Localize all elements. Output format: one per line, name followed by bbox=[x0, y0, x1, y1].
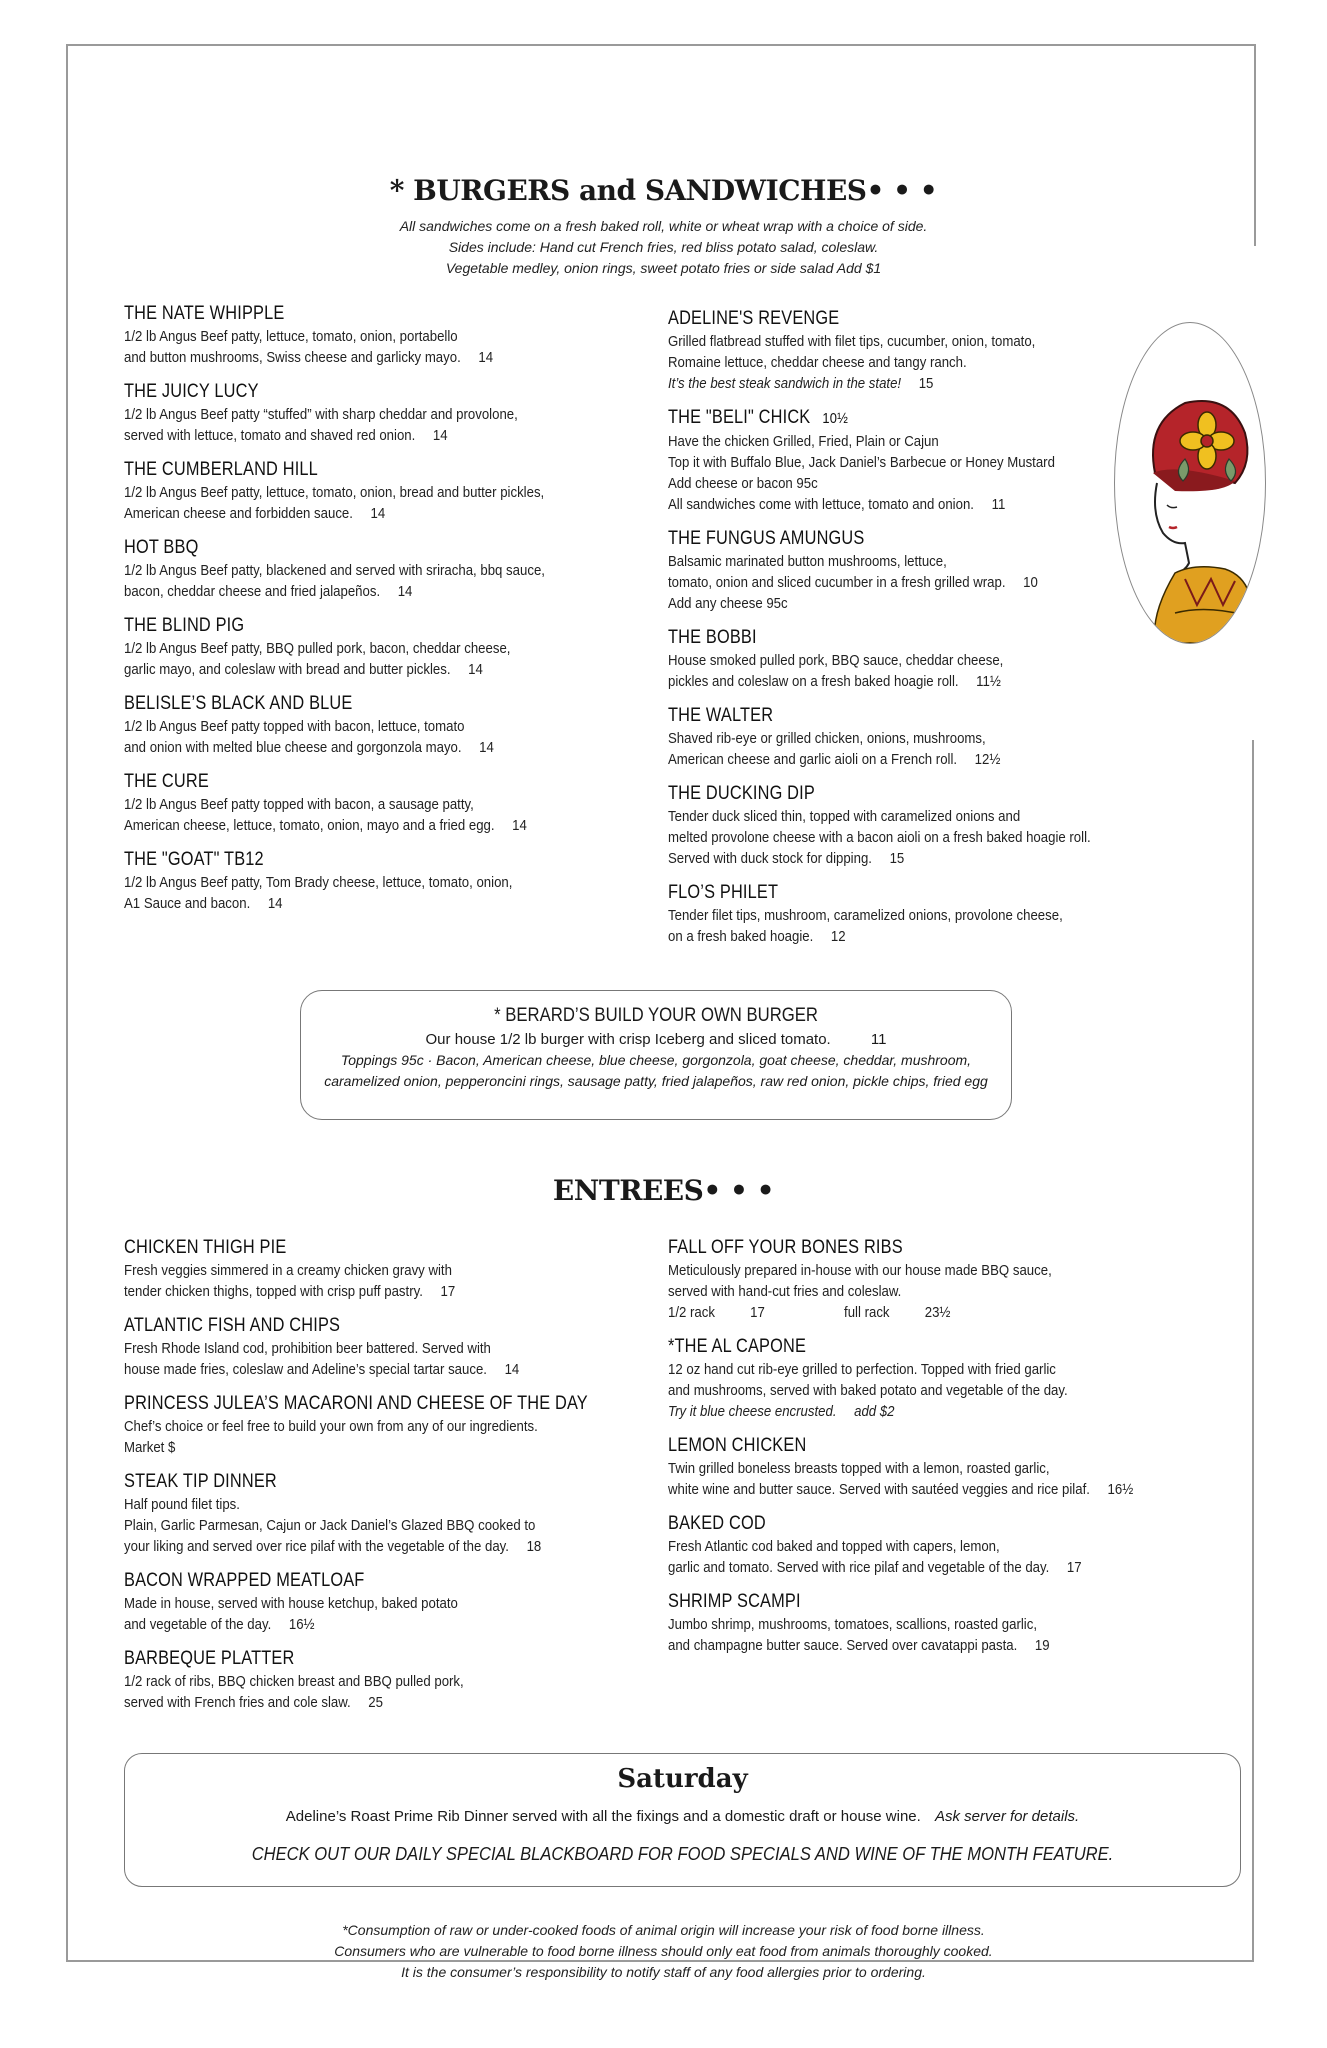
menu-item-description bbox=[668, 1635, 1161, 1656]
menu-item-price: 17 bbox=[1066, 1559, 1082, 1576]
menu-item-title: *THE AL CAPONE bbox=[668, 1336, 807, 1357]
menu-item-note bbox=[668, 1401, 1161, 1422]
menu-item-description bbox=[124, 404, 582, 425]
description-text: Have the chicken Grilled, Fried, Plain or Cajun bbox=[668, 433, 939, 450]
menu-item-description bbox=[668, 749, 1082, 770]
menu-item-description bbox=[124, 1437, 582, 1458]
menu-item-description bbox=[668, 352, 1082, 373]
description-text: American cheese, lettuce, tomato, onion, mayo and a fried egg. bbox=[124, 817, 495, 834]
saturday-title: Saturday bbox=[617, 1764, 748, 1794]
byo-toppings-cont: caramelized onion, pepperoncini rings, sausage patty, fried jalapeños, raw red onion, pickle chips, fried egg bbox=[324, 1073, 988, 1089]
description-text: Add cheese or bacon 95c bbox=[668, 475, 818, 492]
menu-item-title: THE FUNGUS AMUNGUS bbox=[668, 528, 865, 549]
menu-item-name bbox=[124, 614, 571, 638]
menu-item-description bbox=[124, 659, 582, 680]
menu-item bbox=[668, 406, 1138, 515]
description-text: House smoked pulled pork, BBQ sauce, cheddar cheese, bbox=[668, 652, 1004, 669]
menu-item-title: THE "GOAT" TB12 bbox=[124, 849, 264, 870]
description-text: All sandwiches come with lettuce, tomato and onion. bbox=[668, 496, 974, 513]
menu-item-title: BELISLE’S BLACK AND BLUE bbox=[124, 693, 353, 714]
menu-item-price: 14 bbox=[397, 583, 413, 600]
menu-item-description bbox=[668, 452, 1082, 473]
menu-item-name bbox=[124, 302, 571, 326]
menu-item-description bbox=[668, 1359, 1161, 1380]
menu-item-name bbox=[124, 1314, 571, 1338]
menu-item-name bbox=[124, 692, 571, 716]
menu-item-description bbox=[668, 671, 1082, 692]
menu-item bbox=[124, 536, 644, 602]
description-text: Grilled flatbread stuffed with filet tips, cucumber, onion, tomato, bbox=[668, 333, 1036, 350]
menu-item-title: FLO’S PHILET bbox=[668, 882, 779, 903]
menu-item bbox=[124, 614, 644, 680]
menu-item-name bbox=[124, 1236, 571, 1260]
menu-item bbox=[124, 1647, 644, 1713]
menu-item-description bbox=[124, 560, 582, 581]
menu-item-title: THE BOBBI bbox=[668, 627, 757, 648]
menu-item bbox=[124, 848, 644, 914]
description-text: Fresh Atlantic cod baked and topped with capers, lemon, bbox=[668, 1538, 1000, 1555]
menu-item-title: FALL OFF YOUR BONES RIBS bbox=[668, 1237, 903, 1258]
entrees-right-column bbox=[668, 1236, 1228, 1668]
menu-item-name bbox=[668, 307, 1072, 331]
menu-item-addon-price: add $2 bbox=[854, 1403, 895, 1420]
burgers-right-column bbox=[668, 307, 1138, 959]
description-text: Tender filet tips, mushroom, caramelized onions, provolone cheese, bbox=[668, 907, 1063, 924]
menu-item-description bbox=[124, 737, 582, 758]
description-text: and mushrooms, served with baked potato and vegetable of the day. bbox=[668, 1382, 1068, 1399]
menu-item-description bbox=[124, 1338, 582, 1359]
menu-item-name bbox=[668, 881, 1072, 905]
menu-item-name bbox=[124, 380, 571, 404]
description-text: garlic and tomato. Served with rice pilaf and vegetable of the day. bbox=[668, 1559, 1050, 1576]
menu-item-title: PRINCESS JULEA’S MACARONI AND CHEESE OF THE DAY bbox=[124, 1393, 588, 1414]
menu-item-price: 12½ bbox=[974, 751, 1001, 768]
menu-item-title: LEMON CHICKEN bbox=[668, 1435, 807, 1456]
description-text: and onion with melted blue cheese and gorgonzola mayo. bbox=[124, 739, 462, 756]
burgers-intro-line: Vegetable medley, onion rings, sweet potato fries or side salad Add $1 bbox=[445, 260, 882, 276]
menu-item-description bbox=[124, 1593, 582, 1614]
menu-item-description bbox=[124, 1416, 582, 1437]
menu-item-name bbox=[668, 1512, 1150, 1536]
menu-item-description bbox=[124, 893, 582, 914]
menu-item-title: BACON WRAPPED MEATLOAF bbox=[124, 1570, 365, 1591]
menu-item-description bbox=[668, 551, 1082, 572]
menu-item-description bbox=[124, 1281, 582, 1302]
menu-item-base-price: 10½ bbox=[822, 410, 849, 427]
menu-item-price: 12 bbox=[830, 928, 846, 945]
menu-item-description bbox=[668, 728, 1082, 749]
menu-item-extra bbox=[668, 593, 1082, 614]
full-rack-price: 23½ bbox=[924, 1304, 951, 1321]
portrait-oval bbox=[1114, 322, 1266, 644]
menu-item bbox=[668, 1512, 1228, 1578]
description-text: Jumbo shrimp, mushrooms, tomatoes, scallions, roasted garlic, bbox=[668, 1616, 1038, 1633]
menu-item-description bbox=[124, 815, 582, 836]
menu-item-note bbox=[668, 373, 1082, 394]
description-text: and vegetable of the day. bbox=[124, 1616, 272, 1633]
description-text: white wine and butter sauce. Served with sautéed veggies and rice pilaf. bbox=[668, 1481, 1090, 1498]
menu-item-description bbox=[124, 482, 582, 503]
menu-item-price: 16½ bbox=[288, 1616, 315, 1633]
menu-item-title: CHICKEN THIGH PIE bbox=[124, 1237, 287, 1258]
menu-item bbox=[668, 782, 1138, 869]
byo-line bbox=[301, 1029, 1011, 1050]
menu-item-description bbox=[668, 827, 1091, 848]
description-text: Chef’s choice or feel free to build your own from any of our ingredients. bbox=[124, 1418, 538, 1435]
menu-item-price: 14 bbox=[267, 895, 283, 912]
menu-item-description bbox=[124, 326, 582, 347]
description-text: 1/2 lb Angus Beef patty topped with bacon, lettuce, tomato bbox=[124, 718, 465, 735]
flapper-woman-icon bbox=[1115, 323, 1265, 643]
description-text: tomato, onion and sliced cucumber in a fresh grilled wrap. bbox=[668, 574, 1006, 591]
description-text: Market $ bbox=[124, 1439, 176, 1456]
menu-item-description bbox=[668, 494, 1082, 515]
description-text: Top it with Buffalo Blue, Jack Daniel’s Barbecue or Honey Mustard bbox=[668, 454, 1055, 471]
description-text: and champagne butter sauce. Served over cavatappi pasta. bbox=[668, 1637, 1018, 1654]
menu-item-description bbox=[668, 331, 1082, 352]
burgers-section-title: * BURGERS and SANDWICHES• • • bbox=[389, 174, 938, 207]
menu-item-rack-prices bbox=[668, 1302, 1161, 1323]
menu-item-title: SHRIMP SCAMPI bbox=[668, 1591, 801, 1612]
menu-item-description bbox=[668, 1536, 1161, 1557]
menu-item-name bbox=[668, 527, 1072, 551]
menu-item-price: 14 bbox=[512, 817, 527, 834]
menu-item bbox=[668, 1434, 1228, 1500]
menu-item-price: 15 bbox=[889, 850, 905, 867]
build-your-own-burger-box bbox=[300, 990, 1012, 1120]
food-safety-disclaimer bbox=[0, 1920, 1327, 1983]
note-text: Try it blue cheese encrusted. bbox=[668, 1403, 837, 1420]
menu-item-description bbox=[124, 581, 582, 602]
menu-item-name bbox=[668, 406, 1072, 431]
description-text: pickles and coleslaw on a fresh baked hoagie roll. bbox=[668, 673, 959, 690]
menu-item-description bbox=[668, 1380, 1161, 1401]
extra-text: Add any cheese 95c bbox=[668, 595, 788, 612]
saturday-box bbox=[124, 1753, 1241, 1887]
description-text: on a fresh baked hoagie. bbox=[668, 928, 814, 945]
menu-item-description bbox=[124, 1515, 582, 1536]
menu-item-title: THE JUICY LUCY bbox=[124, 381, 259, 402]
menu-item-description bbox=[668, 1557, 1161, 1578]
menu-item-price: 14 bbox=[479, 739, 494, 756]
menu-item-description bbox=[124, 794, 582, 815]
menu-item-description bbox=[124, 1536, 582, 1557]
menu-item-title: THE WALTER bbox=[668, 705, 774, 726]
burgers-intro-line: All sandwiches come on a fresh baked roll, white or wheat wrap with a choice of side. bbox=[399, 218, 928, 234]
menu-item-price: 15 bbox=[918, 375, 934, 392]
burgers-left-column bbox=[124, 302, 644, 926]
menu-item-name bbox=[124, 1647, 571, 1671]
menu-item-title: THE CUMBERLAND HILL bbox=[124, 459, 318, 480]
description-text: American cheese and forbidden sauce. bbox=[124, 505, 353, 522]
description-text: 12 oz hand cut rib-eye grilled to perfection. Topped with fried garlic bbox=[668, 1361, 1056, 1378]
description-text: Romaine lettuce, cheddar cheese and tangy ranch. bbox=[668, 354, 967, 371]
menu-item bbox=[668, 527, 1138, 614]
description-text: and button mushrooms, Swiss cheese and garlicky mayo. bbox=[124, 349, 461, 366]
description-text: A1 Sauce and bacon. bbox=[124, 895, 251, 912]
description-text: served with French fries and cole slaw. bbox=[124, 1694, 351, 1711]
menu-item-description bbox=[668, 431, 1082, 452]
burgers-intro-line: Sides include: Hand cut French fries, red bliss potato salad, coleslaw. bbox=[448, 239, 879, 255]
menu-item-name bbox=[668, 1236, 1150, 1260]
menu-item-description bbox=[668, 905, 1082, 926]
description-text: Twin grilled boneless breasts topped with a lemon, roasted garlic, bbox=[668, 1460, 1050, 1477]
menu-item-price: 10 bbox=[1023, 574, 1038, 591]
menu-item-description bbox=[124, 347, 582, 368]
menu-item-name bbox=[124, 536, 571, 560]
menu-item bbox=[124, 1314, 644, 1380]
menu-item-price: 14 bbox=[478, 349, 494, 366]
menu-item bbox=[668, 307, 1138, 394]
menu-item bbox=[124, 1392, 644, 1458]
description-text: 1/2 rack of ribs, BBQ chicken breast and BBQ pulled pork, bbox=[124, 1673, 464, 1690]
menu-item-price: 17 bbox=[440, 1283, 456, 1300]
menu-item-title: THE "BELI" CHICK bbox=[668, 407, 811, 428]
menu-item-price: 19 bbox=[1034, 1637, 1050, 1654]
description-text: 1/2 lb Angus Beef patty topped with bacon, a sausage patty, bbox=[124, 796, 474, 813]
description-text: served with hand-cut fries and coleslaw. bbox=[668, 1283, 902, 1300]
byo-toppings: Toppings 95c · Bacon, American cheese, blue cheese, gorgonzola, goat cheese, cheddar, mushroom, bbox=[340, 1052, 972, 1068]
menu-item-description bbox=[668, 848, 1082, 869]
byo-price: 11 bbox=[870, 1031, 887, 1048]
menu-item-title: THE CURE bbox=[124, 771, 209, 792]
menu-item-price: 11 bbox=[991, 496, 1006, 513]
saturday-special-text: Adeline’s Roast Prime Rib Dinner served with all the fixings and a domestic draft or house wine. bbox=[285, 1808, 921, 1825]
menu-item-name bbox=[124, 848, 571, 872]
description-text: 1/2 lb Angus Beef patty, blackened and served with sriracha, bbq sauce, bbox=[124, 562, 545, 579]
saturday-special-note: Ask server for details. bbox=[935, 1808, 1080, 1825]
half-rack-price: 17 bbox=[750, 1304, 765, 1321]
menu-item-name bbox=[668, 1335, 1150, 1359]
menu-item-description bbox=[668, 806, 1082, 827]
menu-item bbox=[124, 692, 644, 758]
menu-item bbox=[668, 626, 1138, 692]
note-text: It’s the best steak sandwich in the state! bbox=[668, 375, 902, 392]
menu-item-description bbox=[668, 473, 1082, 494]
menu-item-title: BAKED COD bbox=[668, 1513, 766, 1534]
menu-item bbox=[124, 770, 644, 836]
menu-item bbox=[124, 1236, 644, 1302]
menu-item-title: STEAK TIP DINNER bbox=[124, 1471, 277, 1492]
description-text: garlic mayo, and coleslaw with bread and butter pickles. bbox=[124, 661, 451, 678]
description-text: Balsamic marinated button mushrooms, lettuce, bbox=[668, 553, 947, 570]
menu-item-description bbox=[668, 572, 1082, 593]
menu-item-description bbox=[124, 638, 582, 659]
menu-item-title: THE NATE WHIPPLE bbox=[124, 303, 285, 324]
menu-item bbox=[668, 704, 1138, 770]
menu-item bbox=[668, 1335, 1228, 1422]
menu-item-price: 14 bbox=[432, 427, 448, 444]
menu-item-description bbox=[124, 503, 582, 524]
description-text: bacon, cheddar cheese and fried jalapeños. bbox=[124, 583, 381, 600]
menu-item-price: 18 bbox=[526, 1538, 542, 1555]
description-text: Tender duck sliced thin, topped with caramelized onions and bbox=[668, 808, 1021, 825]
menu-item-title: ADELINE'S REVENGE bbox=[668, 308, 840, 329]
menu-item-description bbox=[124, 1671, 582, 1692]
menu-item-description bbox=[124, 1692, 582, 1713]
byo-title: * BERARD’S BUILD YOUR OWN BURGER bbox=[494, 1005, 818, 1026]
menu-item-description bbox=[668, 1458, 1161, 1479]
saturday-special bbox=[125, 1808, 1240, 1825]
description-text: Served with duck stock for dipping. bbox=[668, 850, 872, 867]
menu-item bbox=[124, 1569, 644, 1635]
description-text: Fresh Rhode Island cod, prohibition beer battered. Served with bbox=[124, 1340, 491, 1357]
menu-item bbox=[124, 302, 644, 368]
menu-item bbox=[124, 380, 644, 446]
half-rack-label: 1/2 rack bbox=[668, 1304, 715, 1321]
menu-item-name bbox=[124, 458, 571, 482]
menu-item-price: 14 bbox=[370, 505, 386, 522]
menu-item-description bbox=[668, 1479, 1161, 1500]
menu-item-name bbox=[668, 704, 1072, 728]
menu-item-title: THE BLIND PIG bbox=[124, 615, 245, 636]
page-frame-right bbox=[1252, 740, 1254, 1962]
description-text: Fresh veggies simmered in a creamy chicken gravy with bbox=[124, 1262, 452, 1279]
description-text: 1/2 lb Angus Beef patty, lettuce, tomato, onion, bread and butter pickles, bbox=[124, 484, 545, 501]
menu-item-name bbox=[124, 1569, 571, 1593]
menu-item-description bbox=[124, 872, 582, 893]
menu-item-name bbox=[124, 770, 571, 794]
menu-item-description bbox=[668, 926, 1082, 947]
menu-item-title: BARBEQUE PLATTER bbox=[124, 1648, 295, 1669]
disclaimer-line: Consumers who are vulnerable to food borne illness should only eat food from animals thoroughly cooked. bbox=[334, 1943, 993, 1959]
menu-item bbox=[668, 1236, 1228, 1323]
menu-item-name bbox=[668, 1434, 1150, 1458]
menu-item-name bbox=[668, 782, 1072, 806]
description-text: Plain, Garlic Parmesan, Cajun or Jack Daniel’s Glazed BBQ cooked to bbox=[124, 1517, 536, 1534]
menu-item-price: 25 bbox=[368, 1694, 383, 1711]
byo-description: Our house 1/2 lb burger with crisp Iceberg and sliced tomato. bbox=[425, 1031, 831, 1048]
description-text: Meticulously prepared in-house with our house made BBQ sauce, bbox=[668, 1262, 1052, 1279]
description-text: 1/2 lb Angus Beef patty “stuffed” with sharp cheddar and provolone, bbox=[124, 406, 518, 423]
description-text: 1/2 lb Angus Beef patty, Tom Brady cheese, lettuce, tomato, onion, bbox=[124, 874, 513, 891]
menu-item-price: 14 bbox=[468, 661, 483, 678]
menu-item bbox=[668, 881, 1138, 947]
menu-item-name bbox=[124, 1470, 571, 1494]
menu-item-price: 14 bbox=[504, 1361, 520, 1378]
menu-item-description bbox=[124, 425, 582, 446]
description-text: melted provolone cheese with a bacon aioli on a fresh baked hoagie roll. bbox=[668, 829, 1091, 846]
menu-item-name bbox=[668, 626, 1072, 650]
description-text: your liking and served over rice pilaf with the vegetable of the day. bbox=[124, 1538, 509, 1555]
description-text: house made fries, coleslaw and Adeline’s special tartar sauce. bbox=[124, 1361, 487, 1378]
menu-item-description bbox=[124, 1359, 582, 1380]
description-text: American cheese and garlic aioli on a French roll. bbox=[668, 751, 958, 768]
menu-item-description bbox=[668, 1614, 1161, 1635]
menu-item bbox=[124, 1470, 644, 1557]
description-text: 1/2 lb Angus Beef patty, lettuce, tomato, onion, portabello bbox=[124, 328, 458, 345]
menu-item bbox=[124, 458, 644, 524]
menu-item-description bbox=[668, 1281, 1161, 1302]
menu-item-description bbox=[124, 1494, 582, 1515]
menu-item-price: 11½ bbox=[976, 673, 1001, 690]
menu-item bbox=[668, 1590, 1228, 1656]
entrees-section-title: ENTREES• • • bbox=[552, 1174, 775, 1207]
page-frame-left bbox=[66, 44, 68, 1962]
menu-item-title: THE DUCKING DIP bbox=[668, 783, 815, 804]
daily-special-notice: CHECK OUT OUR DAILY SPECIAL BLACKBOARD FOR FOOD SPECIALS AND WINE OF THE MONTH FEATURE. bbox=[251, 1844, 1114, 1864]
menu-item-description bbox=[124, 1260, 582, 1281]
disclaimer-line: *Consumption of raw or under-cooked foods of animal origin will increase your risk of food borne illness. bbox=[342, 1922, 985, 1938]
burgers-intro bbox=[0, 216, 1327, 279]
description-text: Made in house, served with house ketchup, baked potato bbox=[124, 1595, 458, 1612]
description-text: Shaved rib-eye or grilled chicken, onions, mushrooms, bbox=[668, 730, 986, 747]
menu-item-description bbox=[668, 650, 1082, 671]
menu-item-description bbox=[668, 1260, 1161, 1281]
description-text: 1/2 lb Angus Beef patty, BBQ pulled pork, bacon, cheddar cheese, bbox=[124, 640, 511, 657]
menu-item-description bbox=[124, 716, 582, 737]
full-rack-label: full rack bbox=[844, 1304, 890, 1321]
menu-item-price: 16½ bbox=[1107, 1481, 1134, 1498]
disclaimer-line: It is the consumer’s responsibility to notify staff of any food allergies prior to ordering. bbox=[401, 1964, 926, 1980]
description-text: served with lettuce, tomato and shaved red onion. bbox=[124, 427, 416, 444]
menu-item-description bbox=[124, 1614, 582, 1635]
description-text: tender chicken thighs, topped with crisp puff pastry. bbox=[124, 1283, 423, 1300]
menu-item-name bbox=[124, 1392, 588, 1416]
menu-item-name bbox=[668, 1590, 1150, 1614]
menu-item-title: HOT BBQ bbox=[124, 537, 199, 558]
menu-item-title: ATLANTIC FISH AND CHIPS bbox=[124, 1315, 341, 1336]
description-text: Half pound filet tips. bbox=[124, 1496, 240, 1513]
entrees-left-column bbox=[124, 1236, 644, 1725]
